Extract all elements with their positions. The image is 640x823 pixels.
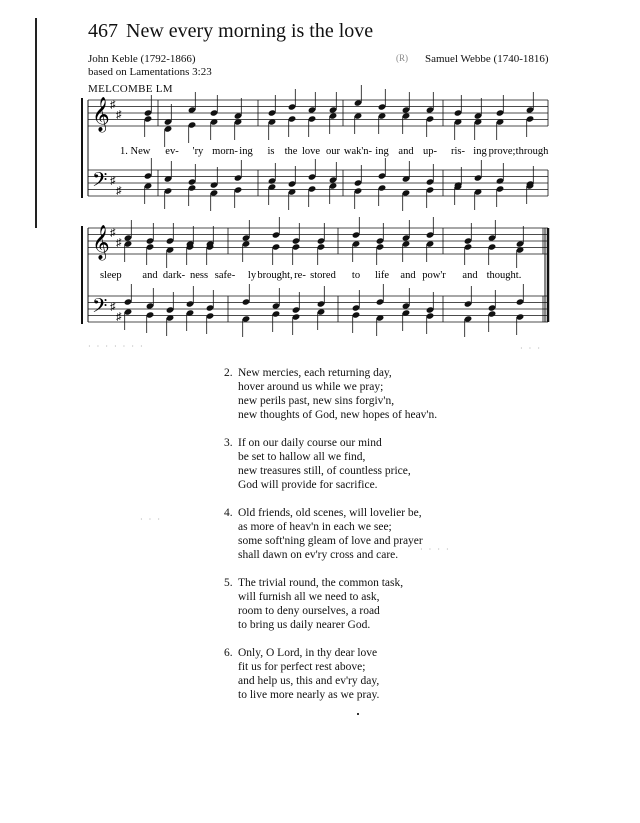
stanza: [224, 436, 437, 492]
stanza-number: 5.: [224, 577, 233, 589]
stanzas: [224, 366, 437, 716]
sharp-icon: ♯: [110, 227, 116, 239]
lyric-syllable: ness: [189, 270, 209, 281]
sharp-icon: ♯: [116, 311, 122, 323]
stanza-line: will furnish all we need to ask,: [238, 591, 380, 603]
lyric-syllable: sleep: [100, 270, 122, 281]
treble-clef-icon: 𝄞: [92, 97, 110, 132]
scan-noise: · · · · · · ·: [88, 342, 145, 351]
treble-clef-icon: 𝄞: [92, 225, 110, 260]
sharp-icon: ♯: [110, 175, 116, 187]
lyric-syllable: and: [462, 270, 478, 281]
stanza: [224, 576, 437, 632]
lyric-syllable: prove;: [488, 146, 516, 157]
lyric-syllable: brought,: [257, 270, 293, 281]
lyric-syllable: is: [267, 146, 275, 157]
lyric-syllable: and: [398, 146, 414, 157]
lyric-syllable: pow'r: [422, 270, 446, 281]
hymn-title: New every morning is the love: [126, 20, 374, 42]
bass-clef-icon: 𝄢: [92, 168, 108, 196]
scan-noise: · · · ·: [420, 545, 451, 554]
stanza-line: and help us, this and ev'ry day,: [238, 675, 380, 687]
lyric-syllable: 'ry: [192, 146, 204, 157]
lyric-syllable: thought.: [486, 270, 522, 281]
sharp-icon: ♯: [116, 237, 122, 249]
staff-lines: [82, 97, 548, 324]
lyric-syllable: ev-: [165, 146, 179, 157]
stanza-line: hover around us while we pray;: [238, 381, 384, 393]
composer-attribution: Samuel Webbe (1740-1816): [425, 53, 549, 65]
tune-name: MELCOMBE LM: [88, 83, 173, 95]
music-score: [0, 0, 640, 340]
stanza-line: as more of heav'n in each we see;: [238, 521, 392, 533]
lyric-syllable: 1. New: [120, 146, 151, 157]
scan-noise: · · ·: [140, 515, 162, 524]
stanza-line: New mercies, each returning day,: [238, 367, 392, 379]
lyric-syllable: the: [284, 146, 298, 157]
lyric-syllable: ris-: [451, 146, 465, 157]
stanza: [224, 646, 437, 702]
stanza-line: Only, O Lord, in thy dear love: [238, 647, 378, 659]
sharp-icon: ♯: [116, 109, 122, 121]
stanza: [224, 506, 437, 562]
lyric-syllable: up-: [423, 146, 437, 157]
lyrics-system-1: [120, 146, 549, 157]
lyrics-system-2: [100, 270, 521, 281]
lyric-syllable: our: [326, 146, 340, 157]
lyric-syllable: re-: [294, 270, 306, 281]
sharp-icon: ♯: [110, 99, 116, 111]
stanza-line: The trivial round, the common task,: [238, 577, 404, 589]
sharp-icon: ♯: [116, 185, 122, 197]
scan-noise: · · ·: [520, 344, 542, 353]
stanza-line: be set to hallow all we find,: [238, 451, 366, 463]
lyric-syllable: dark-: [162, 270, 186, 281]
bass-clef-icon: 𝄢: [92, 294, 108, 322]
notes: [124, 85, 535, 337]
lyric-syllable: stored: [310, 270, 336, 281]
stanza-number: 3.: [224, 437, 233, 449]
source-line: based on Lamentations 3:23: [88, 66, 212, 78]
stanza-line: new perils past, new sins forgiv'n,: [238, 395, 395, 407]
stanza-line: new thoughts of God, new hopes of heav'n.: [238, 409, 438, 421]
author-line: John Keble (1792-1866): [88, 53, 196, 65]
lyric-syllable: and: [400, 270, 416, 281]
stanza-line: to bring us daily nearer God.: [238, 619, 371, 631]
stanza: [224, 366, 437, 422]
lyric-syllable: safe-: [214, 270, 236, 281]
lyric-syllable: through: [515, 146, 549, 157]
lyric-syllable: ing: [473, 146, 487, 157]
stanza-line: If on our daily course our mind: [238, 437, 382, 449]
stanza-line: God will provide for sacrifice.: [238, 479, 378, 491]
lyric-syllable: ing: [375, 146, 389, 157]
stanza-number: 4.: [224, 507, 233, 519]
copyright-mark: (R): [396, 53, 408, 63]
scan-dot: [357, 713, 359, 715]
hymn-number: 467: [88, 20, 118, 42]
lyric-syllable: wak'n-: [343, 146, 373, 157]
sharp-icon: ♯: [110, 301, 116, 313]
stanza-line: shall dawn on ev'ry cross and care.: [238, 549, 399, 561]
lyric-syllable: and: [142, 270, 158, 281]
lyric-syllable: to: [351, 270, 361, 281]
stanza-number: 6.: [224, 647, 233, 659]
stanza-number: 2.: [224, 367, 233, 379]
stanza-line: new treasures still, of countless price,: [238, 465, 411, 477]
lyric-syllable: ing: [239, 146, 253, 157]
stanza-line: Old friends, old scenes, will lovelier be,: [238, 507, 422, 519]
lyric-syllable: love: [301, 146, 321, 157]
lyric-syllable: life: [375, 270, 389, 281]
stanza-line: some soft'ning gleam of love and prayer: [238, 535, 423, 547]
stanza-line: room to deny ourselves, a road: [238, 605, 380, 617]
stanza-line: to live more nearly as we pray.: [238, 689, 380, 701]
stanza-line: fit us for perfect rest above;: [238, 661, 366, 673]
lyric-syllable: ly: [247, 270, 257, 281]
lyric-syllable: morn-: [212, 146, 238, 157]
